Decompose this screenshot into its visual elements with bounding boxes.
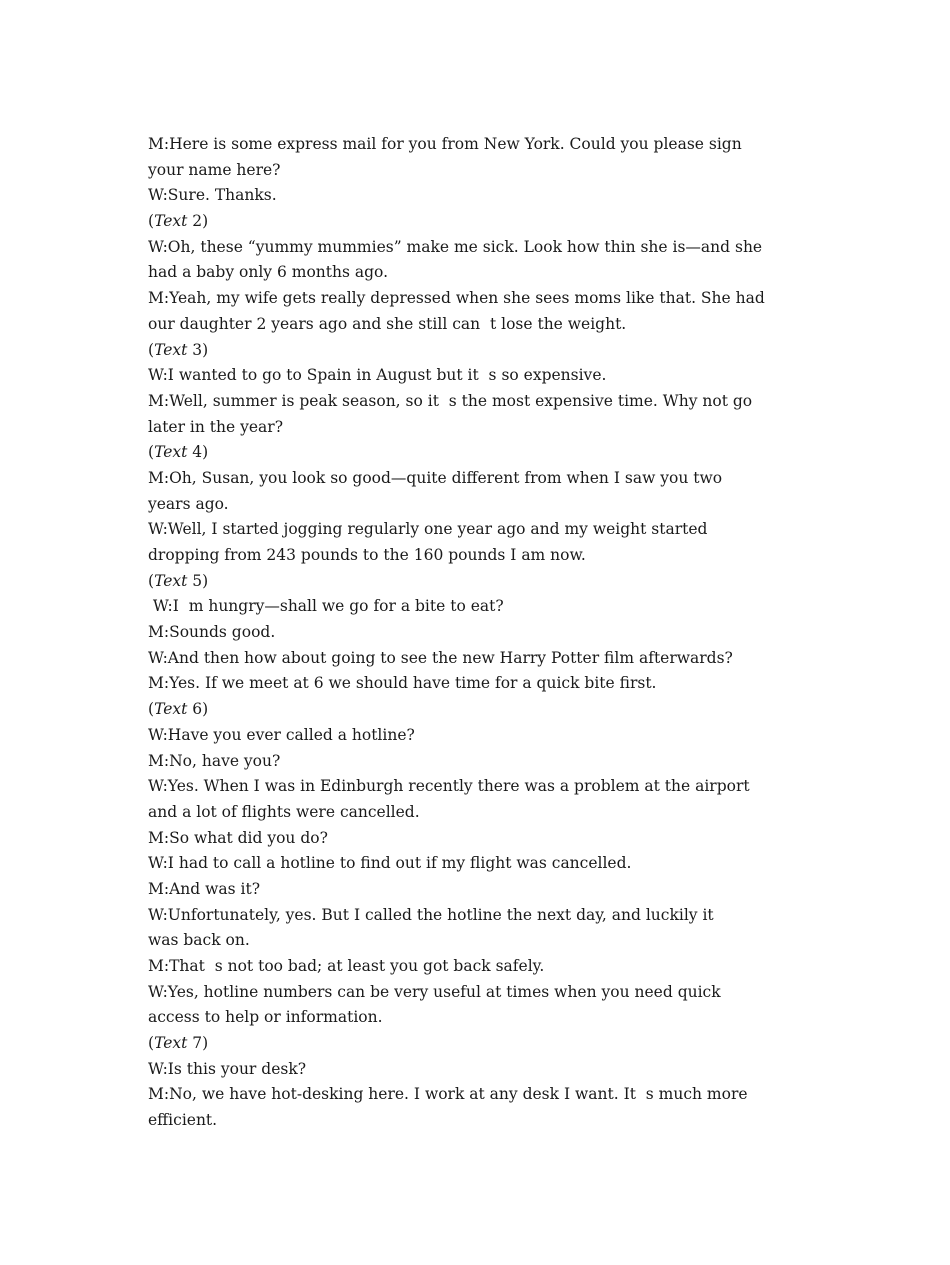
transcript-line: had a baby only 6 months ago. [148,263,389,282]
transcript-line: years ago. [148,494,229,513]
transcript-line: M:Well, summer is peak season, so it s the most expensive time. Why not go [148,391,753,410]
transcript-line: access to help or information. [148,1008,383,1027]
transcript-line: W:Have you ever called a hotline? [148,725,415,744]
transcript-line: W:I had to call a hotline to find out if my flight was cancelled. [148,854,632,873]
transcript-line: M:No, we have hot-desking here. I work at any desk I want. It s much more [148,1085,748,1104]
section-label: (Text 4) [148,443,209,462]
transcript-line: efficient. [148,1111,218,1130]
transcript-page [148,132,808,1134]
transcript-line: dropping from 243 pounds to the 160 pounds I am now. [148,546,586,564]
transcript-line: M:No, have you? [148,751,281,770]
section-label: (Text 6) [148,700,209,719]
section-label: (Text 7) [148,1034,209,1053]
transcript-line: W:I m hungry—shall we go for a bite to eat? [148,597,504,616]
transcript-line: M:Yes. If we meet at 6 we should have time for a quick bite first. [148,674,657,693]
transcript-line: M:And was it? [148,879,261,898]
section-label: (Text 3) [148,340,209,359]
transcript-line: your name here? [148,160,281,179]
transcript-line: M:Oh, Susan, you look so good—quite different from when I saw you two [148,468,723,487]
transcript-line: W:Yes, hotline numbers can be very useful at times when you need quick [148,982,721,1001]
transcript-line: W:Unfortunately, yes. But I called the hotline the next day, and luckily it [148,905,714,924]
transcript-line: M:That s not too bad; at least you got back safely. [148,957,545,975]
transcript-line: M:So what did you do? [148,828,328,847]
transcript-line: was back on. [148,931,250,950]
transcript-line: M:Sounds good. [148,623,276,642]
transcript-line: W:Well, I started jogging regularly one year ago and my weight started [148,520,708,539]
transcript-line: M:Here is some express mail for you from New York. Could you please sign [148,135,742,153]
transcript-line: W:Sure. Thanks. [148,186,277,205]
transcript-line: W:And then how about going to see the new Harry Potter film afterwards? [148,648,733,667]
transcript-line: M:Yeah, my wife gets really depressed when she sees moms like that. She had [148,289,765,308]
transcript-line: W:Is this your desk? [148,1059,307,1078]
transcript-line: and a lot of flights were cancelled. [148,802,420,821]
transcript-line: later in the year? [148,417,284,436]
transcript-line: W:Yes. When I was in Edinburgh recently there was a problem at the airport [148,777,750,796]
transcript-line: our daughter 2 years ago and she still can t lose the weight. [148,314,627,333]
transcript-line: W:I wanted to go to Spain in August but it s so expensive. [148,366,607,385]
transcript-line: W:Oh, these “yummy mummies” make me sick. Look how thin she is—and she [148,237,763,256]
section-label: (Text 5) [148,571,209,590]
section-label: (Text 2) [148,212,209,231]
